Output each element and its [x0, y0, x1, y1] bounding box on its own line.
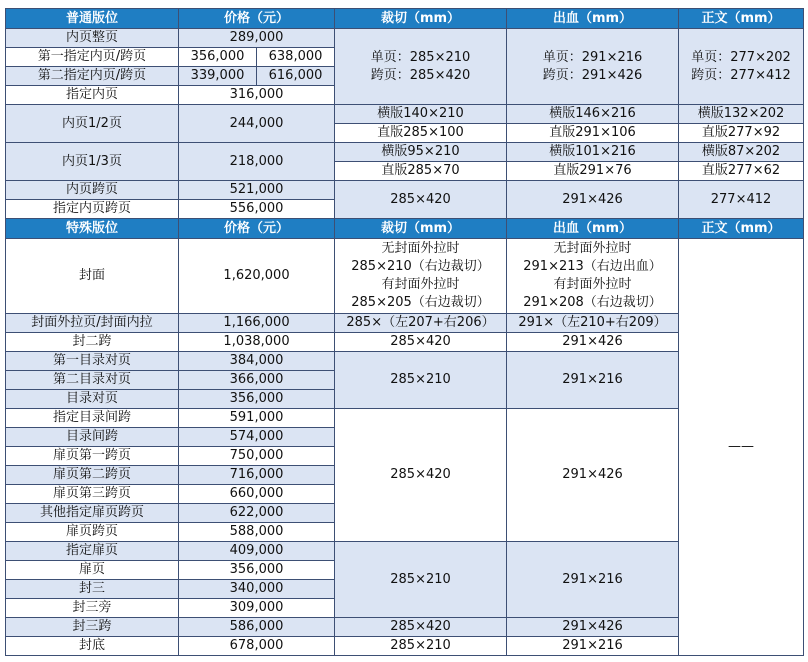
- trim-cell: 285×210: [335, 352, 507, 409]
- position-name: 内页1/2页: [6, 105, 179, 143]
- special-header-row: [6, 219, 804, 239]
- text-cell: 横版87×202: [679, 143, 804, 162]
- bleed-cell: 横版101×216: [507, 143, 679, 162]
- special-bleed-header: 出血（mm）: [507, 219, 679, 239]
- position-name: 指定内页: [6, 86, 179, 105]
- position-name: 扉页第二跨页: [6, 466, 179, 485]
- bleed-cell: 291×426: [507, 181, 679, 219]
- price-cell: 289,000: [179, 29, 335, 48]
- price-cell: 356,000: [179, 390, 335, 409]
- trim-note: 285×205（右边裁切）: [351, 295, 490, 310]
- special-text-header: 正文（mm）: [679, 219, 804, 239]
- regular-bleed-header: 出血（mm）: [507, 9, 679, 29]
- position-name: 内页跨页: [6, 181, 179, 200]
- regular-position-header: 普通版位: [6, 9, 179, 29]
- price-cell: 716,000: [179, 466, 335, 485]
- regular-trim-header: 裁切（mm）: [335, 9, 507, 29]
- ad-rate-table: [5, 8, 804, 656]
- position-name: 内页整页: [6, 29, 179, 48]
- regular-price-header: 价格（元）: [179, 9, 335, 29]
- price-cell: 366,000: [179, 371, 335, 390]
- table-row: [6, 239, 804, 314]
- text-spread: 跨页：277×412: [691, 67, 791, 83]
- position-name: 扉页第三跨页: [6, 485, 179, 504]
- trim-spread: 跨页：285×420: [370, 67, 471, 83]
- bleed-cell: 直版291×106: [507, 124, 679, 143]
- table-row: [6, 143, 804, 162]
- trim-cell: 285×420: [335, 333, 507, 352]
- price-cell: 316,000: [179, 86, 335, 105]
- price-spread-cell: 638,000: [257, 48, 335, 67]
- price-cell: 678,000: [179, 637, 335, 656]
- bleed-note: 有封面外拉时: [553, 277, 632, 292]
- bleed-single: 单页：291×216: [542, 49, 643, 65]
- position-name: 封三: [6, 580, 179, 599]
- text-cell: 横版132×202: [679, 105, 804, 124]
- price-spread-cell: 616,000: [257, 67, 335, 86]
- price-cell: 556,000: [179, 200, 335, 219]
- bleed-cell: 291×426: [507, 333, 679, 352]
- position-name: 第一目录对页: [6, 352, 179, 371]
- trim-cell: 285×210: [335, 542, 507, 618]
- bleed-cell: 291×216: [507, 637, 679, 656]
- position-name: 其他指定扉页跨页: [6, 504, 179, 523]
- bleed-cell: 直版291×76: [507, 162, 679, 181]
- price-cell: 340,000: [179, 580, 335, 599]
- price-cell: 588,000: [179, 523, 335, 542]
- text-cell: 直版277×92: [679, 124, 804, 143]
- bleed-cell: 291×216: [507, 542, 679, 618]
- price-cell: 660,000: [179, 485, 335, 504]
- trim-cell: 直版285×70: [335, 162, 507, 181]
- bleed-cell: 横版146×216: [507, 105, 679, 124]
- position-name: 指定目录间跨: [6, 409, 179, 428]
- trim-note: 有封面外拉时: [381, 277, 460, 292]
- price-cell: 1,620,000: [179, 239, 335, 314]
- price-cell: 591,000: [179, 409, 335, 428]
- trim-note: 无封面外拉时: [381, 241, 460, 256]
- text-cell: [679, 29, 804, 105]
- table-row: [6, 29, 804, 48]
- bleed-cell: 291×426: [507, 618, 679, 637]
- trim-cell: 横版95×210: [335, 143, 507, 162]
- bleed-spread: 跨页：291×426: [542, 67, 643, 83]
- price-single-cell: 339,000: [179, 67, 257, 86]
- position-name: 目录对页: [6, 390, 179, 409]
- price-cell: 750,000: [179, 447, 335, 466]
- position-name: 扉页第一跨页: [6, 447, 179, 466]
- text-cell: 直版277×62: [679, 162, 804, 181]
- position-name: 封二跨: [6, 333, 179, 352]
- position-name: 内页1/3页: [6, 143, 179, 181]
- bleed-cell: [507, 239, 679, 314]
- price-cell: 309,000: [179, 599, 335, 618]
- trim-cell: 285×（左207+右206）: [335, 314, 507, 333]
- price-cell: 574,000: [179, 428, 335, 447]
- special-price-header: 价格（元）: [179, 219, 335, 239]
- trim-cell: [335, 29, 507, 105]
- trim-cell: 285×210: [335, 637, 507, 656]
- price-cell: 356,000: [179, 561, 335, 580]
- bleed-note: 无封面外拉时: [553, 241, 632, 256]
- bleed-cell: [507, 29, 679, 105]
- bleed-cell: 291×426: [507, 409, 679, 542]
- position-name: 指定内页跨页: [6, 200, 179, 219]
- trim-note: 285×210（右边裁切）: [351, 259, 490, 274]
- special-position-header: 特殊版位: [6, 219, 179, 239]
- special-trim-header: 裁切（mm）: [335, 219, 507, 239]
- text-single: 单页：277×202: [691, 49, 791, 65]
- trim-cell: 285×420: [335, 409, 507, 542]
- price-cell: 622,000: [179, 504, 335, 523]
- regular-header-row: [6, 9, 804, 29]
- price-cell: 384,000: [179, 352, 335, 371]
- text-cell: ——: [679, 239, 804, 656]
- position-name: 第二目录对页: [6, 371, 179, 390]
- trim-cell: 直版285×100: [335, 124, 507, 143]
- trim-cell: [335, 239, 507, 314]
- text-cell: 277×412: [679, 181, 804, 219]
- position-name: 指定扉页: [6, 542, 179, 561]
- table-row: [6, 105, 804, 124]
- trim-cell: 横版140×210: [335, 105, 507, 124]
- bleed-cell: 291×216: [507, 352, 679, 409]
- price-cell: 521,000: [179, 181, 335, 200]
- position-name: 第二指定内页/跨页: [6, 67, 179, 86]
- price-cell: 218,000: [179, 143, 335, 181]
- position-name: 封面: [6, 239, 179, 314]
- trim-cell: 285×420: [335, 618, 507, 637]
- price-cell: 409,000: [179, 542, 335, 561]
- price-cell: 1,166,000: [179, 314, 335, 333]
- position-name: 封面外拉页/封面内拉: [6, 314, 179, 333]
- position-name: 第一指定内页/跨页: [6, 48, 179, 67]
- bleed-note: 291×213（右边出血）: [523, 259, 662, 274]
- price-cell: 586,000: [179, 618, 335, 637]
- position-name: 目录间跨: [6, 428, 179, 447]
- price-cell: 244,000: [179, 105, 335, 143]
- bleed-note: 291×208（右边裁切）: [523, 295, 662, 310]
- position-name: 封三跨: [6, 618, 179, 637]
- trim-single: 单页：285×210: [370, 49, 471, 65]
- price-single-cell: 356,000: [179, 48, 257, 67]
- position-name: 封三旁: [6, 599, 179, 618]
- position-name: 扉页: [6, 561, 179, 580]
- bleed-cell: 291×（左210+右209）: [507, 314, 679, 333]
- table-row: [6, 181, 804, 200]
- position-name: 封底: [6, 637, 179, 656]
- regular-text-header: 正文（mm）: [679, 9, 804, 29]
- position-name: 扉页跨页: [6, 523, 179, 542]
- trim-cell: 285×420: [335, 181, 507, 219]
- price-cell: 1,038,000: [179, 333, 335, 352]
